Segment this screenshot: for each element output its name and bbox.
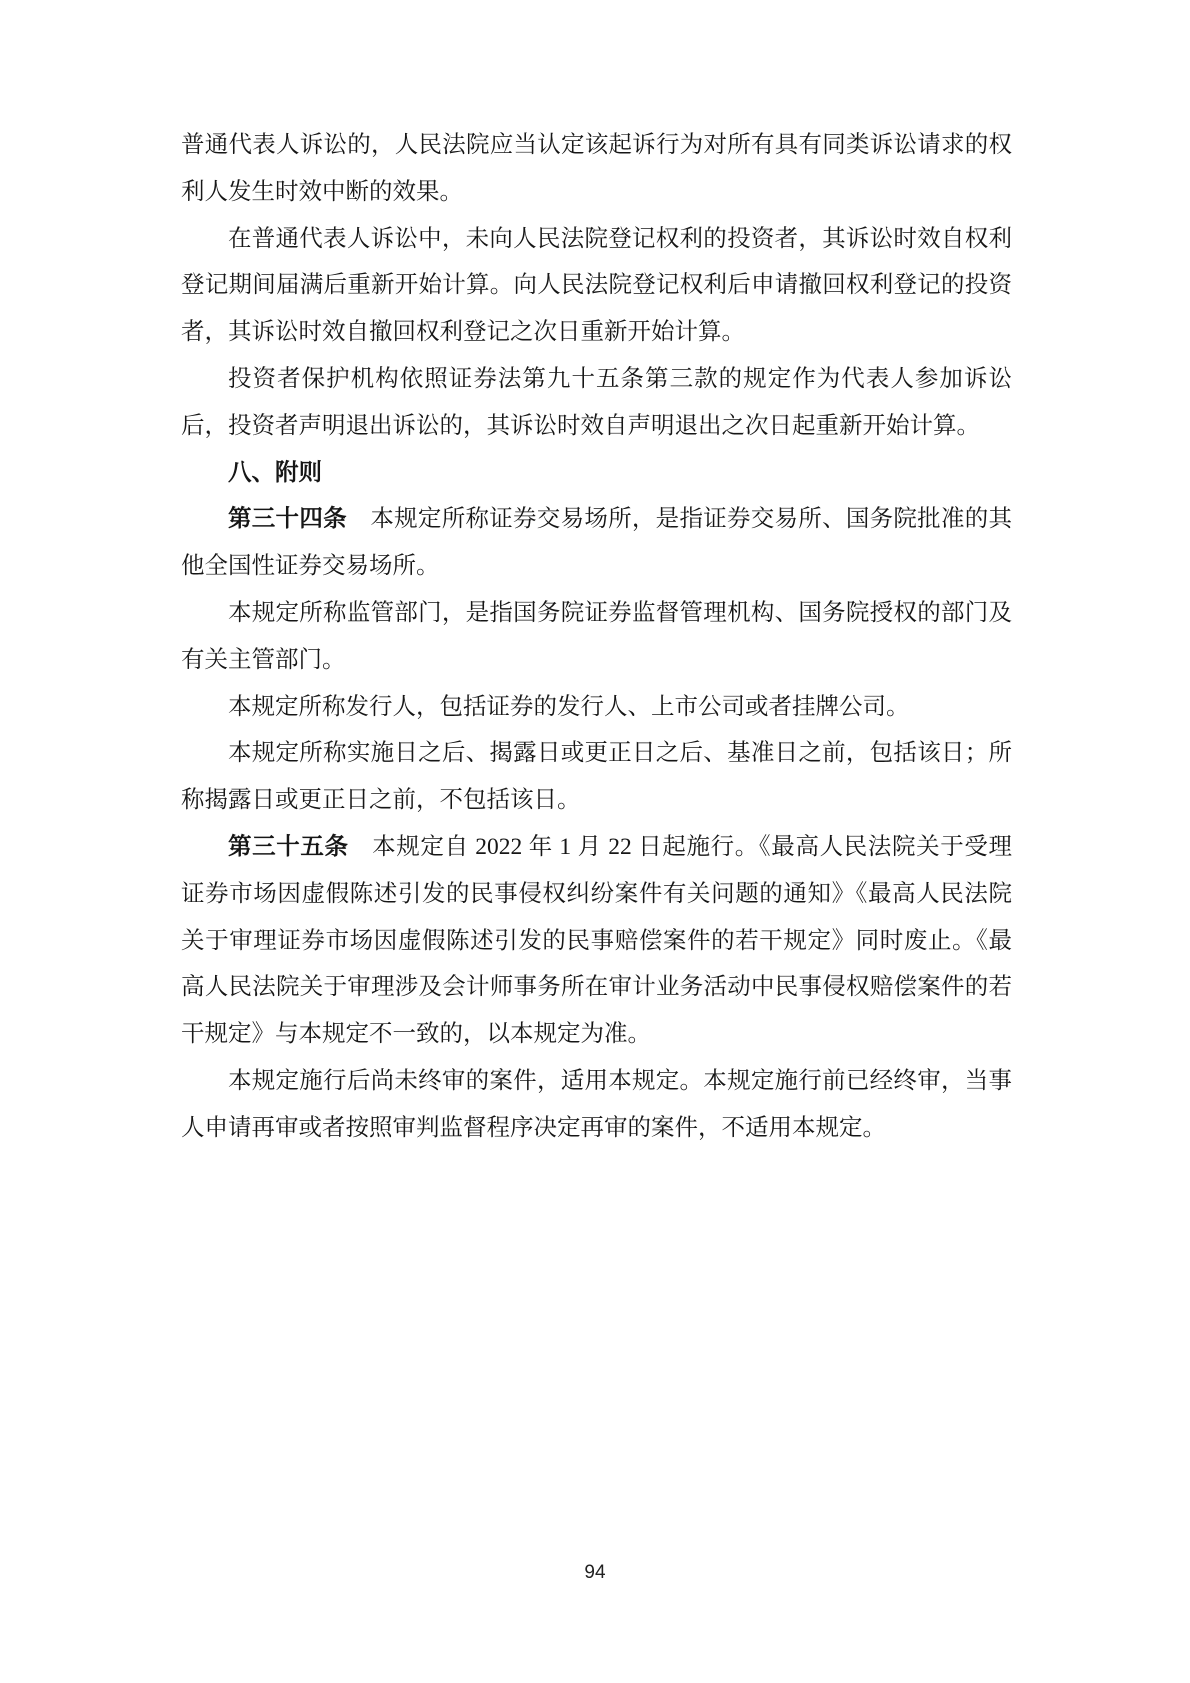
body-paragraph: 本规定施行后尚未终审的案件，适用本规定。本规定施行前已经终审，当事人申请再审或者按照审判监督程序决定再审的案件，不适用本规定。 [181, 1067, 1012, 1141]
article-text: 本规定自 2022 年 1 月 22 日起施行。《最高人民法院关于受理证券市场因虚假陈述引发的民事侵权纠纷案件有关问题的通知》《最高人民法院关于审理证券市场因虚假陈述引发的民事赔偿案件的若干规定》同时废止。《最高人民法院关于审理涉及会计师事务所在审计业务活动中民事侵权赔偿案件的若干规定》与本规定不一致的，以本规定为准。 [181, 833, 1013, 1048]
body-paragraph: 本规定所称监管部门，是指国务院证券监督管理机构、国务院授权的部门及有关主管部门。 [181, 599, 1012, 673]
article-paragraph [181, 824, 1012, 1058]
section-heading: 八、附则 [228, 459, 322, 486]
body-paragraph: 在普通代表人诉讼中，未向人民法院登记权利的投资者，其诉讼时效自权利登记期间届满后重新开始计算。向人民法院登记权利后申请撤回权利登记的投资者，其诉讼时效自撤回权利登记之次日重新开始计算。 [181, 225, 1012, 346]
page-number: 94 [584, 1562, 606, 1583]
article-number: 第三十五条 [228, 833, 349, 860]
body-paragraph: 投资者保护机构依照证券法第九十五条第三款的规定作为代表人参加诉讼后，投资者声明退出诉讼的，其诉讼时效自声明退出之次日起重新开始计算。 [181, 365, 1012, 439]
article-number: 第三十四条 [228, 506, 347, 533]
article-paragraph [181, 496, 1012, 590]
body-paragraph: 本规定所称实施日之后、揭露日或更正日之后、基准日之前，包括该日；所称揭露日或更正日之前，不包括该日。 [181, 740, 1012, 814]
article-text: 本规定所称证券交易场所，是指证券交易所、国务院批准的其他全国性证券交易场所。 [181, 506, 1013, 580]
body-paragraph: 本规定所称发行人，包括证券的发行人、上市公司或者挂牌公司。 [228, 693, 910, 720]
body-paragraph: 普通代表人诉讼的，人民法院应当认定该起诉行为对所有具有同类诉讼请求的权利人发生时效中断的效果。 [181, 132, 1012, 205]
document-body [181, 122, 1012, 1152]
